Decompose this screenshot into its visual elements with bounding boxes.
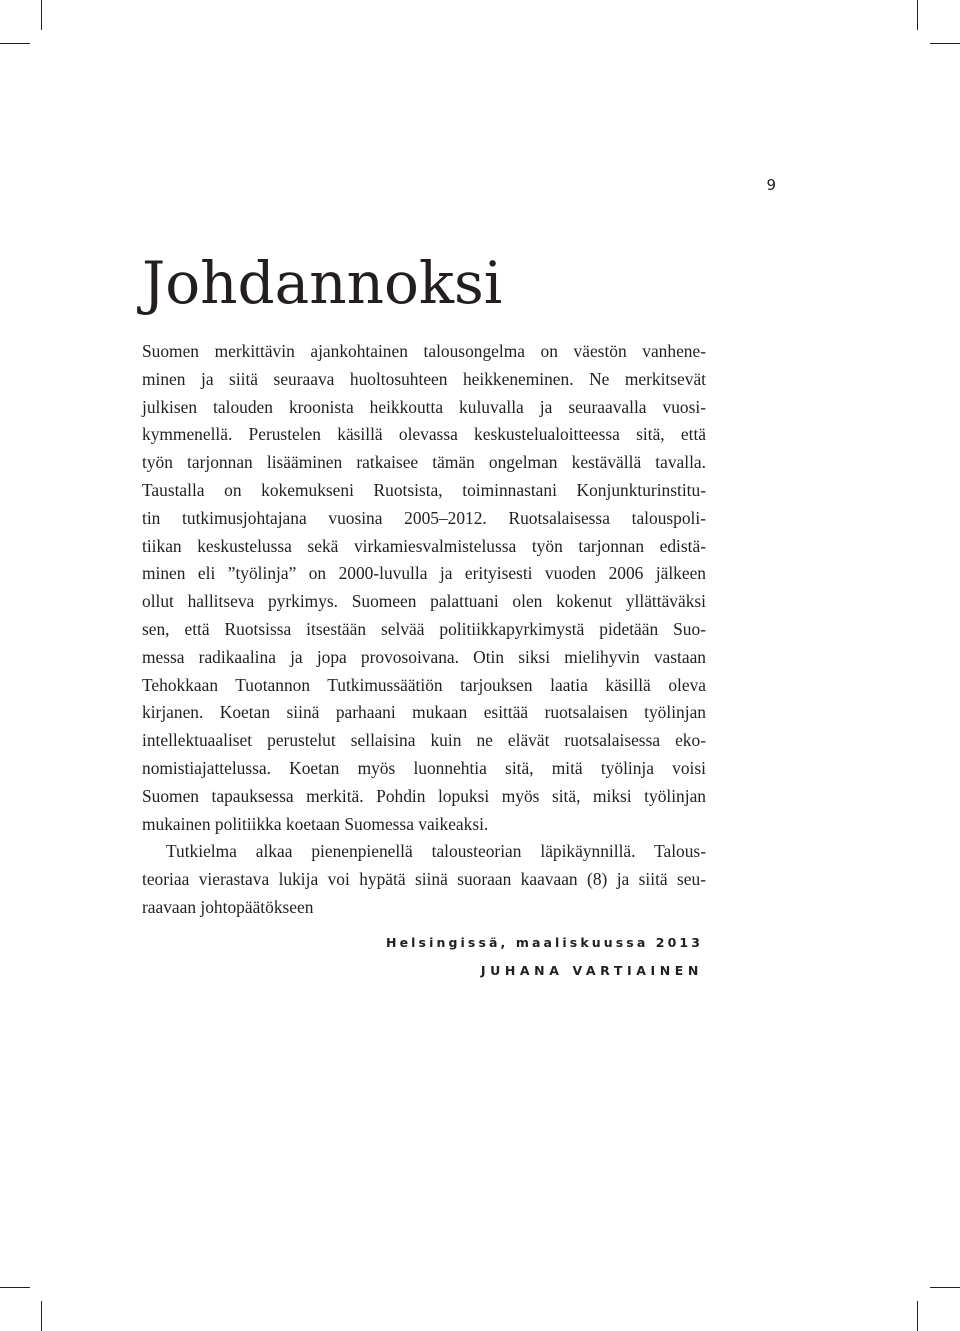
paragraph-1 (142, 338, 706, 838)
crop-mark-bottom-right (917, 1301, 918, 1331)
text-line: Tutkielma alkaa pienenpienellä talousteorian läpikäynnillä. Talous- (166, 841, 706, 862)
text-line: tin tutkimusjohtajana vuosina 2005–2012. Ruotsalaisessa talouspoli- (142, 507, 706, 528)
text-line: tiikan keskustelussa sekä virkamiesvalmistelussa työn tarjonnan edistä- (142, 535, 706, 556)
crop-mark-bottom-right-h (930, 1287, 960, 1288)
text-line: julkisen talouden kroonista heikkoutta kuluvalla ja seuraavalla vuosi- (142, 396, 706, 417)
text-line: ollut hallitseva pyrkimys. Suomeen palattuani olen kokenut yllättäväksi (142, 591, 706, 612)
text-line: nomistiajattelussa. Koetan myös luonnehtia sitä, mitä työlinja voisi (142, 757, 706, 778)
page-number: 9 (766, 176, 776, 194)
text-line: kirjanen. Koetan siinä parhaani mukaan esittää ruotsalaisen työlinjan (142, 702, 706, 723)
text-line: messa radikaalina ja jopa provosoivana. Otin siksi mielihyvin vastaan (142, 646, 706, 667)
text-line: Taustalla on kokemukseni Ruotsista, toiminnastani Konjunkturinstitu- (142, 479, 706, 500)
crop-mark-top-left (41, 0, 42, 30)
text-line: teoriaa vierastava lukija voi hypätä siinä suoraan kaavaan (8) ja siitä seu- (142, 869, 706, 890)
body-text (142, 338, 706, 922)
text-line: mukainen politiikka koetaan Suomessa vaikeaksi. (142, 813, 489, 834)
crop-mark-top-left-h (0, 43, 30, 44)
text-line: kymmenellä. Perustelen käsillä olevassa keskustelualoitteessa sitä, että (142, 424, 706, 445)
paragraph-2 (142, 838, 706, 921)
text-line: raavaan johtopäätökseen (142, 896, 314, 917)
page-title: Johdannoksi (142, 249, 503, 317)
crop-mark-top-right-h (930, 43, 960, 44)
text-line: työn tarjonnan lisääminen ratkaisee tämän ongelman kestävällä tavalla. (142, 452, 706, 473)
crop-mark-bottom-left-h (0, 1287, 30, 1288)
text-line: Suomen tapauksessa merkitä. Pohdin lopuksi myös sitä, miksi työlinjan (142, 785, 706, 806)
text-line: Tehokkaan Tuotannon Tutkimussäätiön tarjouksen laatia käsillä oleva (142, 674, 706, 695)
signature-author: JUHANA VARTIAINEN (480, 963, 703, 978)
crop-mark-top-right (917, 0, 918, 30)
crop-mark-bottom-left (41, 1301, 42, 1331)
text-line: minen eli ”työlinja” on 2000-luvulla ja erityisesti vuoden 2006 jälkeen (142, 563, 706, 584)
text-line: intellektuaaliset perustelut sellaisina kuin ne elävät ruotsalaisessa eko- (142, 730, 706, 751)
text-line: Suomen merkittävin ajankohtainen talousongelma on väestön vanhene- (142, 341, 706, 361)
text-line: sen, että Ruotsissa itsestään selvää politiikkapyrkimystä pidetään Suo- (142, 618, 706, 639)
text-line: minen ja siitä seuraava huoltosuhteen heikkeneminen. Ne merkitsevät (142, 368, 706, 389)
signature-place-date: Helsingissä, maaliskuussa 2013 (386, 935, 703, 950)
